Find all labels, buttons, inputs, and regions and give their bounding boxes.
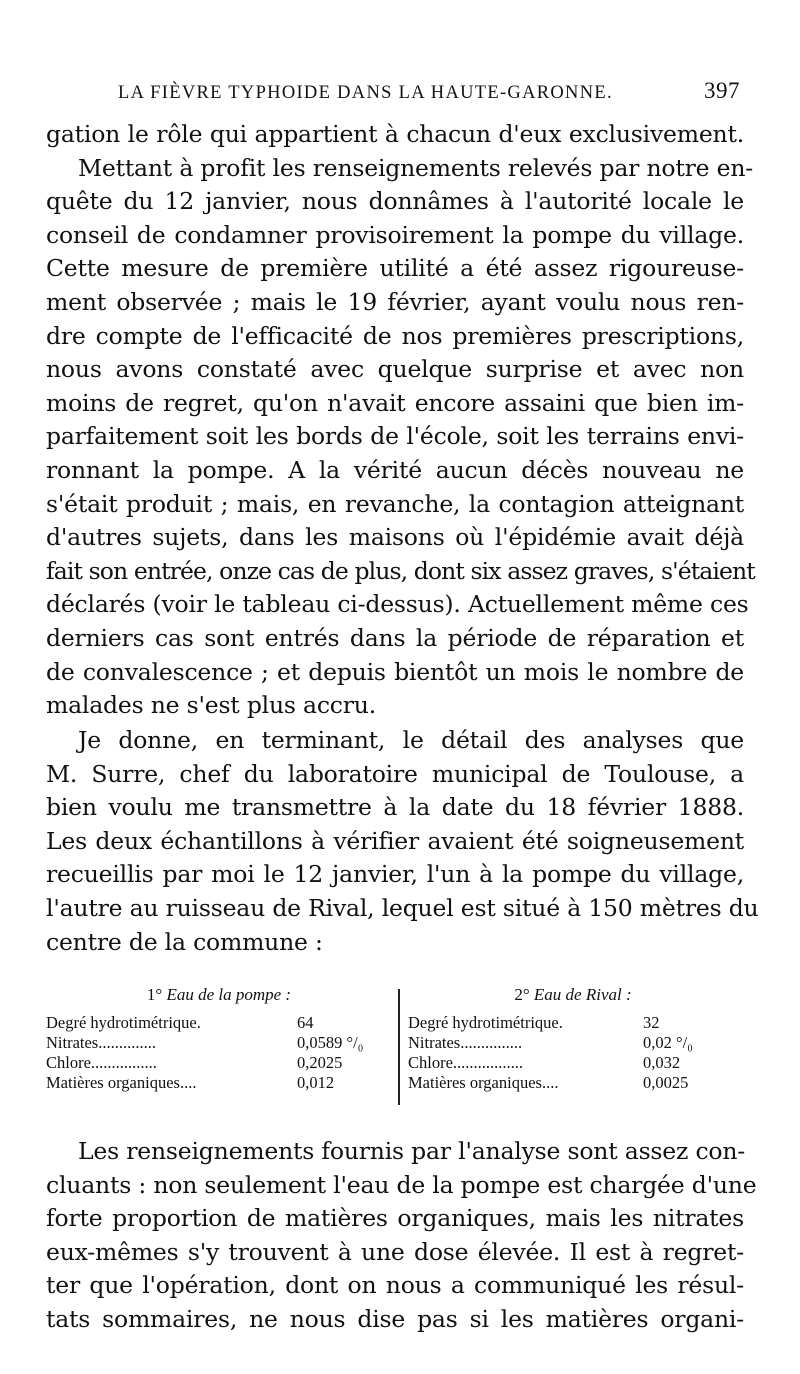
water-analysis-table [46,985,746,1105]
text-line: forte proportion de matières organiques, mais les nitrates [46,1204,744,1233]
analysis-row [408,1013,738,1033]
text-line: moins de regret, qu'on n'avait encore assaini que bien im- [46,388,744,417]
sample-number: 1° [146,985,163,1004]
analysis-pump-title [46,985,392,1005]
analysis-label: Degré hydrotimétrique. [408,1013,563,1032]
text-line: derniers cas sont entrés dans la période de réparation et [46,623,744,652]
paragraph-analyses-intro [46,724,759,959]
analysis-value: 64 [297,1013,314,1032]
running-header [118,78,740,104]
text-line: malades ne s'est plus accru. [46,691,377,720]
analysis-value: 0,032 [643,1053,681,1072]
running-title: LA FIÈVRE TYPHOIDE DANS LA HAUTE-GARONNE. [118,83,613,103]
sample-name: Eau de Rival : [533,985,632,1004]
analysis-row [46,1033,392,1053]
text-line: ter que l'opération, dont on nous a communiqué les résul- [46,1271,744,1300]
text-line: s'était produit ; mais, en revanche, la contagion atteignant [46,489,744,518]
text-line: centre de la commune : [46,927,323,956]
analysis-row [408,1073,738,1093]
text-line: ment observée ; mais le 19 février, ayant voulu nous ren- [46,287,744,316]
text-line: nous avons constaté avec quelque surprise et avec non [46,355,744,384]
analysis-label: Degré hydrotimétrique. [46,1013,201,1032]
analysis-label: Nitrates............... [408,1033,523,1052]
page-number: 397 [704,78,740,103]
analysis-label: Nitrates.............. [46,1033,156,1052]
text-line: gation le rôle qui appartient à chacun d'eux exclusivement. [46,120,744,148]
analysis-row [46,1073,392,1093]
analysis-rival-column [408,985,738,1093]
column-divider [398,989,400,1105]
text-line: Mettant à profit les renseignements relevés par notre en- [78,153,753,182]
paragraph-conclusions [46,1135,757,1337]
sample-name: Eau de la pompe : [166,985,292,1004]
analysis-label: Matières organiques.... [408,1073,559,1092]
text-line: Cette mesure de première utilité a été assez rigoureuse- [46,254,744,283]
text-line: l'autre au ruisseau de Rival, lequel est situé à 150 mètres du [46,893,759,922]
text-line: cluants : non seulement l'eau de la pompe est chargée d'une [46,1170,757,1199]
text-line: dre compte de l'efficacité de nos premières prescriptions, [46,321,744,350]
analysis-label: Matières organiques.... [46,1073,197,1092]
text-line: M. Surre, chef du laboratoire municipal de Toulouse, a [46,759,744,788]
text-line: quête du 12 janvier, nous donnâmes à l'autorité locale le [46,187,744,216]
text-line: bien voulu me transmettre à la date du 18 février 1888. [46,793,744,822]
analysis-rival-title [408,985,738,1005]
analysis-value: 0,02 °/₀ [643,1033,693,1052]
sample-number: 2° [514,985,530,1004]
text-line: fait son entrée, onze cas de plus, dont six assez graves, s'étaient [46,556,755,585]
analysis-label: Chlore................ [46,1053,157,1072]
analysis-row [46,1053,392,1073]
text-line: de convalescence ; et depuis bientôt un mois le nombre de [46,657,744,686]
analysis-row [408,1053,738,1073]
text-line: d'autres sujets, dans les maisons où l'épidémie avait déjà [46,523,744,552]
analysis-value: 0,0025 [643,1073,689,1092]
text-line: eux-mêmes s'y trouvent à une dose élevée. Il est à regret- [46,1237,744,1266]
text-line: tats sommaires, ne nous dise pas si les matières organi- [46,1304,744,1333]
paragraph-village-pump [46,118,755,723]
text-line: parfaitement soit les bords de l'école, soit les terrains envi- [46,422,744,451]
analysis-pump-column [46,985,392,1093]
text-line: déclarés (voir le tableau ci-dessus). Actuellement même ces [46,590,749,619]
text-line: Les renseignements fournis par l'analyse sont assez con- [78,1137,746,1165]
analysis-value: 0,0589 °/₀ [297,1033,364,1052]
analysis-value: 0,012 [297,1073,335,1092]
analysis-value: 0,2025 [297,1053,343,1072]
text-line: Les deux échantillons à vérifier avaient été soigneusement [46,826,744,855]
analysis-value: 32 [643,1013,660,1032]
text-line: recueillis par moi le 12 janvier, l'un à la pompe du village, [46,860,744,889]
text-line: ronnant la pompe. A la vérité aucun décès nouveau ne [46,455,744,484]
text-line: conseil de condamner provisoirement la pompe du village. [46,220,744,249]
analysis-row [408,1033,738,1053]
analysis-row [46,1013,392,1033]
analysis-label: Chlore................. [408,1053,524,1072]
text-line: Je donne, en terminant, le détail des analyses que [78,726,744,754]
